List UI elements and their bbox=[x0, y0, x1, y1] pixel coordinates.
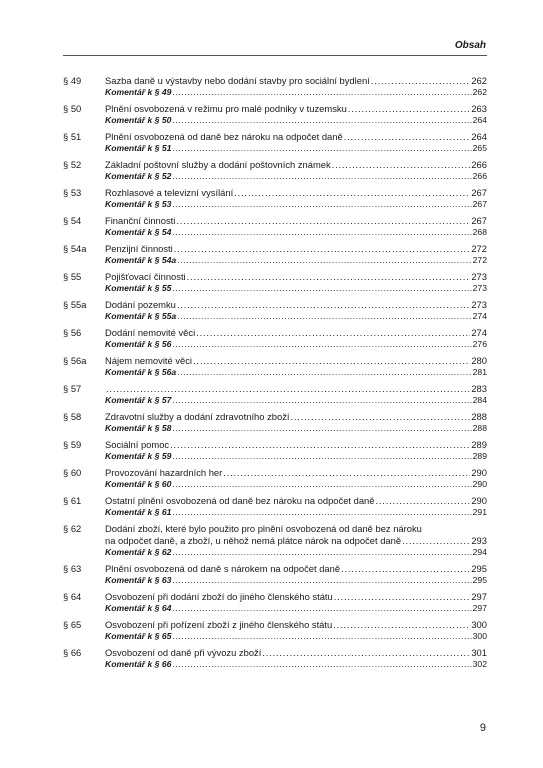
toc-line[interactable] bbox=[105, 619, 487, 631]
toc-line[interactable] bbox=[105, 243, 487, 255]
toc-entry bbox=[63, 215, 487, 238]
toc-entry-body bbox=[105, 75, 487, 98]
dot-leader bbox=[223, 467, 470, 479]
toc-entry-body bbox=[105, 523, 487, 558]
page-ref: 297 bbox=[471, 591, 487, 602]
section-number: § 54a bbox=[63, 243, 87, 254]
page-ref: 262 bbox=[472, 87, 487, 97]
section-number: § 65 bbox=[63, 619, 82, 630]
entry-title: Sazba daně u výstavby nebo dodání stavby pro sociální bydlení bbox=[105, 75, 370, 86]
entry-title: Penzijní činnosti bbox=[105, 243, 173, 254]
toc-entry-body bbox=[105, 467, 487, 490]
commentary-title: Komentář k § 63 bbox=[105, 575, 172, 585]
commentary-line[interactable] bbox=[105, 199, 487, 210]
page-ref: 264 bbox=[472, 115, 487, 125]
toc-line[interactable] bbox=[105, 75, 487, 87]
commentary-line[interactable] bbox=[105, 423, 487, 434]
commentary-line[interactable] bbox=[105, 603, 487, 614]
dot-leader bbox=[106, 383, 470, 395]
toc-line[interactable] bbox=[105, 495, 487, 507]
toc-line[interactable] bbox=[105, 299, 487, 311]
toc-entry bbox=[63, 243, 487, 266]
dot-leader bbox=[177, 311, 471, 322]
commentary-line[interactable] bbox=[105, 507, 487, 518]
commentary-title: Komentář k § 53 bbox=[105, 199, 172, 209]
toc-entry bbox=[63, 187, 487, 210]
page-ref: 284 bbox=[472, 395, 487, 405]
toc-entry-body bbox=[105, 299, 487, 322]
entry-title: Finanční činnosti bbox=[105, 215, 176, 226]
entry-title: Zdravotní služby a dodání zdravotního zboží bbox=[105, 411, 290, 422]
toc-entry-body bbox=[105, 647, 487, 670]
entry-title: Osvobození od daně při vývozu zboží bbox=[105, 647, 262, 658]
toc-entry-body bbox=[105, 355, 487, 378]
commentary-title: Komentář k § 61 bbox=[105, 507, 172, 517]
toc-line[interactable] bbox=[105, 439, 487, 451]
entry-title: Plnění osvobozená od daně s nárokem na odpočet daně bbox=[105, 563, 341, 574]
entry-title: Plnění osvobozená v režimu pro malé podniky v tuzemsku bbox=[105, 103, 347, 114]
commentary-title: Komentář k § 65 bbox=[105, 631, 172, 641]
page-ref: 268 bbox=[472, 227, 487, 237]
toc-entry bbox=[63, 355, 487, 378]
toc-line[interactable] bbox=[105, 591, 487, 603]
toc-line[interactable] bbox=[105, 355, 487, 367]
entry-title: Osvobození při pořízení zboží z jiného členského státu bbox=[105, 619, 333, 630]
commentary-title: Komentář k § 52 bbox=[105, 171, 172, 181]
toc-entry bbox=[63, 327, 487, 350]
dot-leader bbox=[172, 143, 471, 154]
toc-entry bbox=[63, 523, 487, 558]
page-ref: 288 bbox=[471, 411, 487, 422]
entry-title: Sociální pomoc bbox=[105, 439, 170, 450]
dot-leader bbox=[332, 159, 471, 171]
commentary-line[interactable] bbox=[105, 227, 487, 238]
toc-entry bbox=[63, 495, 487, 518]
page-ref: 263 bbox=[471, 103, 487, 114]
commentary-line[interactable] bbox=[105, 87, 487, 98]
toc-entry-body bbox=[105, 215, 487, 238]
page-ref: 266 bbox=[471, 159, 487, 170]
dot-leader bbox=[172, 423, 471, 434]
entry-title: Dodání nemovité věci bbox=[105, 327, 196, 338]
page-ref: 294 bbox=[472, 547, 487, 557]
commentary-title: Komentář k § 49 bbox=[105, 87, 172, 97]
dot-leader bbox=[172, 451, 471, 462]
page-ref: 295 bbox=[472, 575, 487, 585]
commentary-line[interactable] bbox=[105, 367, 487, 378]
toc-line[interactable] bbox=[105, 535, 487, 547]
toc-entry-body bbox=[105, 131, 487, 154]
page-ref: 273 bbox=[471, 271, 487, 282]
dot-leader bbox=[177, 255, 471, 266]
commentary-title: Komentář k § 66 bbox=[105, 659, 172, 669]
toc-entry bbox=[63, 131, 487, 154]
dot-leader bbox=[172, 395, 471, 406]
section-number: § 53 bbox=[63, 187, 82, 198]
toc-entry-body bbox=[105, 159, 487, 182]
section-number: § 60 bbox=[63, 467, 82, 478]
page-ref: 290 bbox=[472, 479, 487, 489]
commentary-line[interactable] bbox=[105, 547, 487, 558]
dot-leader bbox=[174, 243, 471, 255]
dot-leader bbox=[172, 283, 471, 294]
page-ref: 266 bbox=[472, 171, 487, 181]
dot-leader bbox=[176, 215, 470, 227]
commentary-line[interactable] bbox=[105, 479, 487, 490]
dot-leader bbox=[375, 495, 470, 507]
page-ref: 289 bbox=[472, 451, 487, 461]
commentary-line[interactable] bbox=[105, 451, 487, 462]
toc-entry bbox=[63, 159, 487, 182]
commentary-title: Komentář k § 56 bbox=[105, 339, 172, 349]
dot-leader bbox=[290, 411, 470, 423]
page-ref: 267 bbox=[472, 199, 487, 209]
entry-title: Pojišťovací činnosti bbox=[105, 271, 186, 282]
page-ref: 276 bbox=[472, 339, 487, 349]
page-ref: 300 bbox=[472, 631, 487, 641]
commentary-title: Komentář k § 57 bbox=[105, 395, 172, 405]
toc-entry bbox=[63, 411, 487, 434]
page-ref: 273 bbox=[472, 283, 487, 293]
commentary-line[interactable] bbox=[105, 115, 487, 126]
toc-entry bbox=[63, 383, 487, 406]
commentary-line[interactable] bbox=[105, 395, 487, 406]
toc-entry-body bbox=[105, 187, 487, 210]
page-ref: 264 bbox=[471, 131, 487, 142]
page-ref: 272 bbox=[471, 243, 487, 254]
commentary-line[interactable] bbox=[105, 631, 487, 642]
toc-entry bbox=[63, 619, 487, 642]
commentary-title: Komentář k § 54a bbox=[105, 255, 177, 265]
commentary-line[interactable] bbox=[105, 659, 487, 670]
page-ref: 283 bbox=[471, 383, 487, 394]
toc-line[interactable] bbox=[105, 187, 487, 199]
page-ref: 265 bbox=[472, 143, 487, 153]
dot-leader bbox=[172, 171, 471, 182]
commentary-line[interactable] bbox=[105, 255, 487, 266]
toc-line[interactable] bbox=[105, 411, 487, 423]
dot-leader bbox=[348, 103, 471, 115]
entry-title: Ostatní plnění osvobozená od daně bez nároku na odpočet daně bbox=[105, 495, 375, 506]
section-number: § 56a bbox=[63, 355, 87, 366]
toc-entry-body bbox=[105, 103, 487, 126]
toc-entry bbox=[63, 439, 487, 462]
page-ref: 297 bbox=[472, 603, 487, 613]
commentary-title: Komentář k § 50 bbox=[105, 115, 172, 125]
section-number: § 50 bbox=[63, 103, 82, 114]
entry-title: Provozování hazardních her bbox=[105, 467, 223, 478]
commentary-line[interactable] bbox=[105, 283, 487, 294]
entry-title: Rozhlasové a televizní vysílání bbox=[105, 187, 234, 198]
page-ref: 267 bbox=[471, 215, 487, 226]
page-ref: 290 bbox=[471, 495, 487, 506]
section-number: § 49 bbox=[63, 75, 82, 86]
entry-title: Dodání pozemku bbox=[105, 299, 176, 310]
commentary-title: Komentář k § 55a bbox=[105, 311, 177, 321]
dot-leader bbox=[172, 479, 471, 490]
commentary-title: Komentář k § 60 bbox=[105, 479, 172, 489]
toc-entry-body bbox=[105, 271, 487, 294]
section-number: § 61 bbox=[63, 495, 82, 506]
toc-line[interactable] bbox=[105, 647, 487, 659]
section-number: § 63 bbox=[63, 563, 82, 574]
commentary-line[interactable] bbox=[105, 171, 487, 182]
toc-entry-body bbox=[105, 563, 487, 586]
toc-line[interactable] bbox=[105, 563, 487, 575]
page-ref: 262 bbox=[471, 75, 487, 86]
commentary-title: Komentář k § 64 bbox=[105, 603, 172, 613]
commentary-title: Komentář k § 58 bbox=[105, 423, 172, 433]
toc-entry bbox=[63, 647, 487, 670]
toc-entry-body bbox=[105, 495, 487, 518]
toc-line[interactable] bbox=[105, 467, 487, 479]
commentary-line[interactable] bbox=[105, 143, 487, 154]
section-number: § 62 bbox=[63, 523, 82, 534]
page-ref: 267 bbox=[471, 187, 487, 198]
dot-leader bbox=[172, 575, 471, 586]
dot-leader bbox=[187, 271, 471, 283]
page-ref: 273 bbox=[471, 299, 487, 310]
entry-title: na odpočet daně, a zboží, u něhož nemá plátce nárok na odpočet daně bbox=[105, 535, 402, 546]
dot-leader bbox=[172, 659, 471, 670]
entry-title: Základní poštovní služby a dodání poštovních známek bbox=[105, 159, 331, 170]
commentary-line[interactable] bbox=[105, 575, 487, 586]
dot-leader bbox=[234, 187, 470, 199]
section-number: § 59 bbox=[63, 439, 82, 450]
section-number: § 57 bbox=[63, 383, 82, 394]
dot-leader bbox=[172, 631, 471, 642]
page-ref: 274 bbox=[472, 311, 487, 321]
toc-entry bbox=[63, 271, 487, 294]
dot-leader bbox=[371, 75, 471, 87]
page-ref: 302 bbox=[472, 659, 487, 669]
dot-leader bbox=[172, 507, 471, 518]
section-number: § 52 bbox=[63, 159, 82, 170]
toc-line[interactable] bbox=[105, 271, 487, 283]
page-ref: 280 bbox=[471, 355, 487, 366]
commentary-title: Komentář k § 56a bbox=[105, 367, 177, 377]
page-ref: 291 bbox=[472, 507, 487, 517]
toc-entry-body bbox=[105, 439, 487, 462]
section-number: § 54 bbox=[63, 215, 82, 226]
page-ref: 295 bbox=[471, 563, 487, 574]
toc-entry-body bbox=[105, 411, 487, 434]
toc-line[interactable] bbox=[105, 383, 487, 395]
toc-entry bbox=[63, 75, 487, 98]
commentary-line[interactable] bbox=[105, 339, 487, 350]
page-ref: 301 bbox=[471, 647, 487, 658]
dot-leader bbox=[172, 547, 471, 558]
dot-leader bbox=[172, 227, 471, 238]
dot-leader bbox=[172, 199, 471, 210]
page-ref: 281 bbox=[472, 367, 487, 377]
page-ref: 300 bbox=[471, 619, 487, 630]
page-ref: 288 bbox=[472, 423, 487, 433]
dot-leader bbox=[193, 355, 470, 367]
dot-leader bbox=[177, 367, 471, 378]
entry-title: Osvobození při dodání zboží do jiného členského státu bbox=[105, 591, 333, 602]
toc-entry-body bbox=[105, 243, 487, 266]
dot-leader bbox=[172, 339, 471, 350]
dot-leader bbox=[341, 563, 470, 575]
section-number: § 66 bbox=[63, 647, 82, 658]
dot-leader bbox=[196, 327, 470, 339]
dot-leader bbox=[334, 591, 471, 603]
toc-entry bbox=[63, 467, 487, 490]
toc-line[interactable] bbox=[105, 215, 487, 227]
page-ref: 293 bbox=[471, 535, 487, 546]
toc-entry bbox=[63, 103, 487, 126]
commentary-title: Komentář k § 62 bbox=[105, 547, 172, 557]
header-rule bbox=[63, 55, 487, 56]
toc-line[interactable] bbox=[105, 159, 487, 171]
toc-line[interactable] bbox=[105, 523, 487, 535]
entry-title: Dodání zboží, které bylo použito pro plnění osvobozená od daně bez nároku bbox=[105, 523, 422, 534]
toc-line[interactable] bbox=[105, 131, 487, 143]
commentary-title: Komentář k § 59 bbox=[105, 451, 172, 461]
page-ref: 289 bbox=[471, 439, 487, 450]
table-of-contents bbox=[63, 75, 487, 675]
dot-leader bbox=[333, 619, 470, 631]
dot-leader bbox=[172, 87, 471, 98]
toc-entry-body bbox=[105, 619, 487, 642]
dot-leader bbox=[262, 647, 470, 659]
toc-entry-body bbox=[105, 383, 487, 406]
commentary-title: Komentář k § 54 bbox=[105, 227, 172, 237]
page-ref: 274 bbox=[471, 327, 487, 338]
section-number: § 55a bbox=[63, 299, 87, 310]
dot-leader bbox=[402, 535, 470, 547]
section-number: § 58 bbox=[63, 411, 82, 422]
section-number: § 51 bbox=[63, 131, 82, 142]
dot-leader bbox=[177, 299, 470, 311]
page-ref: 272 bbox=[472, 255, 487, 265]
dot-leader bbox=[172, 603, 471, 614]
toc-entry bbox=[63, 591, 487, 614]
section-number: § 64 bbox=[63, 591, 82, 602]
toc-entry-body bbox=[105, 591, 487, 614]
commentary-title: Komentář k § 51 bbox=[105, 143, 172, 153]
toc-line[interactable] bbox=[105, 103, 487, 115]
toc-line[interactable] bbox=[105, 327, 487, 339]
page-number: 9 bbox=[479, 722, 486, 734]
entry-title: Nájem nemovité věci bbox=[105, 355, 193, 366]
dot-leader bbox=[172, 115, 471, 126]
dot-leader bbox=[170, 439, 470, 451]
page-ref: 290 bbox=[471, 467, 487, 478]
toc-entry-body bbox=[105, 327, 487, 350]
commentary-title: Komentář k § 55 bbox=[105, 283, 172, 293]
entry-title: Plnění osvobozená od daně bez nároku na odpočet daně bbox=[105, 131, 343, 142]
toc-entry bbox=[63, 563, 487, 586]
running-header-title: Obsah bbox=[454, 40, 486, 51]
toc-entry bbox=[63, 299, 487, 322]
dot-leader bbox=[344, 131, 471, 143]
commentary-line[interactable] bbox=[105, 311, 487, 322]
section-number: § 56 bbox=[63, 327, 82, 338]
section-number: § 55 bbox=[63, 271, 82, 282]
